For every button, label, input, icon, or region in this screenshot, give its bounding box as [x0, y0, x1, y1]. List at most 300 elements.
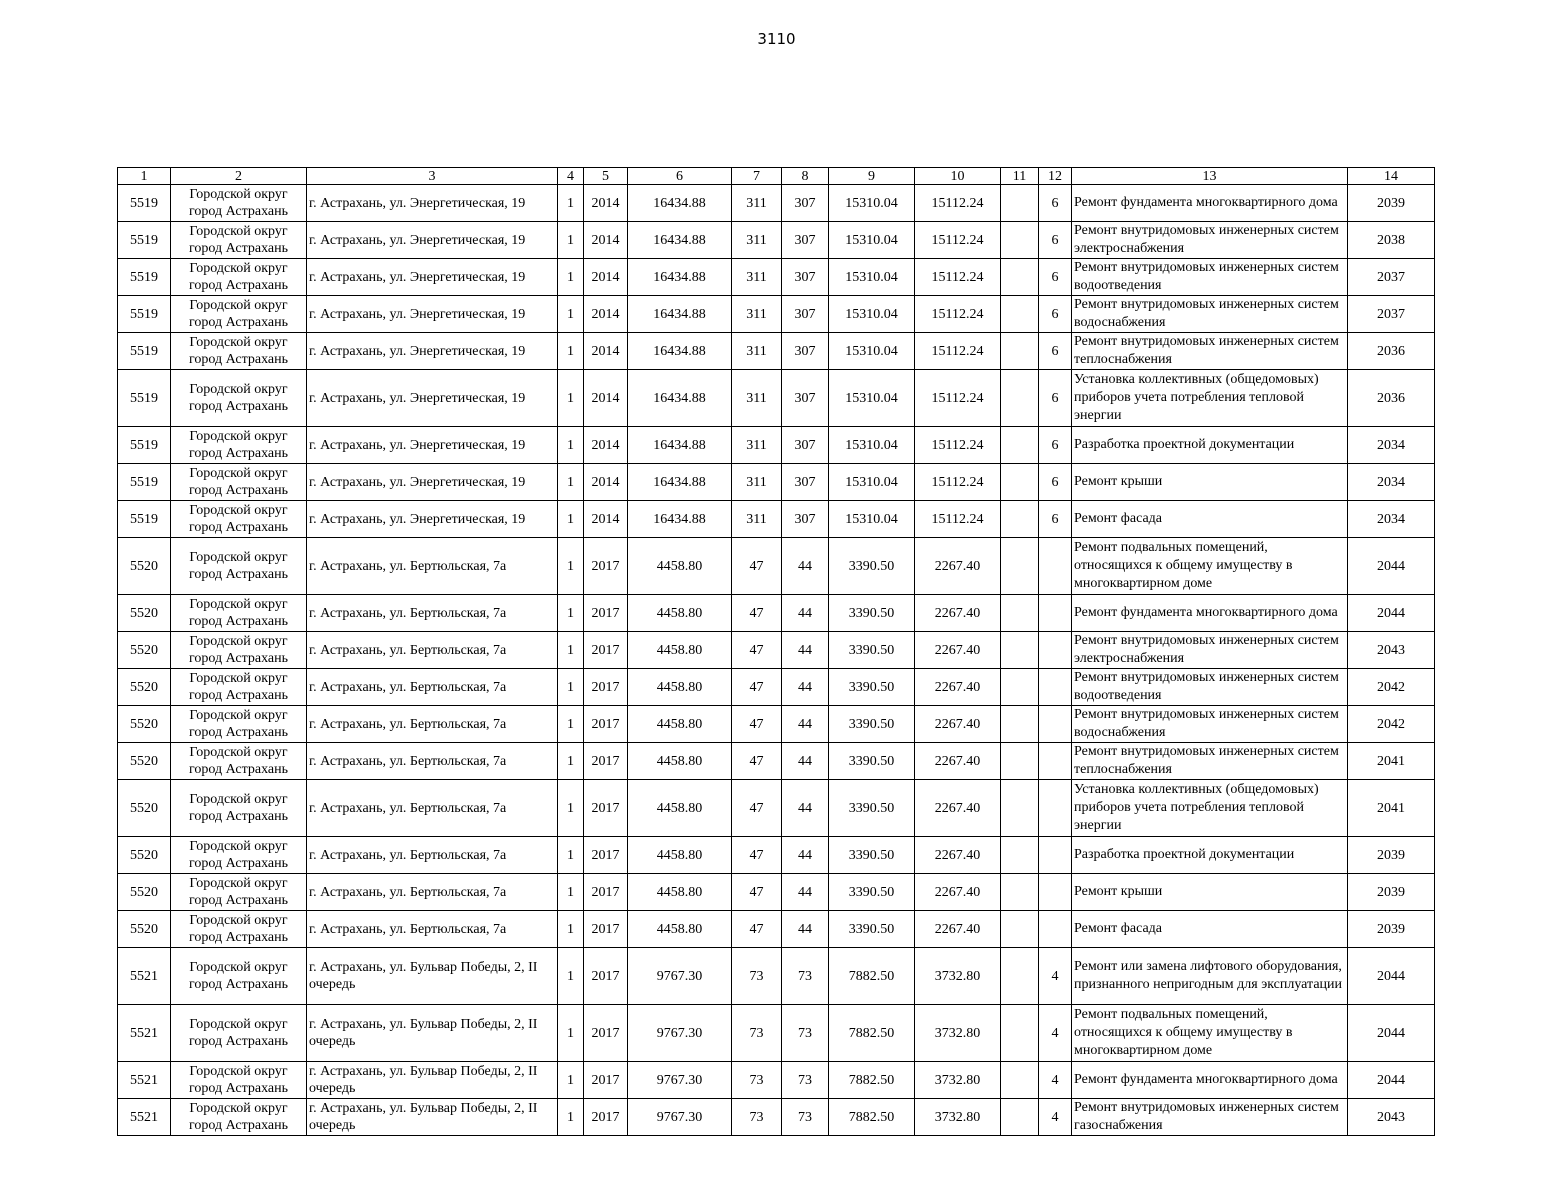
- col-7-cell: 73: [732, 1062, 782, 1099]
- col-8-cell: 44: [782, 595, 829, 632]
- total-area-cell: 4458.80: [628, 743, 732, 780]
- col-10-cell: 15112.24: [915, 333, 1001, 370]
- total-area-cell: 9767.30: [628, 1062, 732, 1099]
- col-8-cell: 44: [782, 911, 829, 948]
- total-area-cell: 16434.88: [628, 296, 732, 333]
- row-number-cell: 5519: [118, 222, 171, 259]
- column-number-row: [118, 168, 1435, 185]
- col-11-cell: [1001, 837, 1039, 874]
- col-4-cell: 1: [558, 501, 584, 538]
- col-9-cell: 7882.50: [829, 1062, 915, 1099]
- year-cell: 2017: [584, 948, 628, 1005]
- total-area-cell: 9767.30: [628, 1099, 732, 1136]
- col-11-cell: [1001, 464, 1039, 501]
- col-4-cell: 1: [558, 538, 584, 595]
- col-10-cell: 15112.24: [915, 185, 1001, 222]
- work-type-cell: Ремонт фундамента многоквартирного дома: [1072, 595, 1348, 632]
- col-11-cell: [1001, 948, 1039, 1005]
- col-7-cell: 47: [732, 837, 782, 874]
- col-8-cell: 44: [782, 706, 829, 743]
- col-9-cell: 7882.50: [829, 1005, 915, 1062]
- col-10-cell: 2267.40: [915, 874, 1001, 911]
- table-row: [118, 185, 1435, 222]
- address-cell: г. Астрахань, ул. Бертюльская, 7а: [307, 595, 558, 632]
- work-type-cell: Ремонт внутридомовых инженерных систем теплоснабжения: [1072, 333, 1348, 370]
- municipality-cell: Городской округ город Астрахань: [171, 427, 307, 464]
- col-7-cell: 47: [732, 743, 782, 780]
- col-12-cell: 4: [1039, 1099, 1072, 1136]
- address-cell: г. Астрахань, ул. Энергетическая, 19: [307, 185, 558, 222]
- planned-year-cell: 2039: [1348, 185, 1435, 222]
- total-area-cell: 16434.88: [628, 333, 732, 370]
- col-4-cell: 1: [558, 911, 584, 948]
- col-10-cell: 15112.24: [915, 222, 1001, 259]
- table-row: [118, 837, 1435, 874]
- table-row: [118, 669, 1435, 706]
- municipality-cell: Городской округ город Астрахань: [171, 1005, 307, 1062]
- col-10-cell: 3732.80: [915, 1005, 1001, 1062]
- planned-year-cell: 2042: [1348, 706, 1435, 743]
- col-7-cell: 47: [732, 538, 782, 595]
- work-type-cell: Ремонт внутридомовых инженерных систем электроснабжения: [1072, 632, 1348, 669]
- column-header: 7: [732, 168, 782, 185]
- column-header: 6: [628, 168, 732, 185]
- col-4-cell: 1: [558, 706, 584, 743]
- column-header: 1: [118, 168, 171, 185]
- col-4-cell: 1: [558, 185, 584, 222]
- column-header: 5: [584, 168, 628, 185]
- address-cell: г. Астрахань, ул. Бульвар Победы, 2, II очередь: [307, 1005, 558, 1062]
- row-number-cell: 5520: [118, 743, 171, 780]
- col-12-cell: [1039, 538, 1072, 595]
- col-12-cell: 6: [1039, 370, 1072, 427]
- col-12-cell: [1039, 743, 1072, 780]
- row-number-cell: 5519: [118, 259, 171, 296]
- col-7-cell: 311: [732, 185, 782, 222]
- year-cell: 2017: [584, 1062, 628, 1099]
- col-8-cell: 73: [782, 1062, 829, 1099]
- col-8-cell: 307: [782, 222, 829, 259]
- row-number-cell: 5519: [118, 333, 171, 370]
- year-cell: 2017: [584, 538, 628, 595]
- table-row: [118, 1099, 1435, 1136]
- row-number-cell: 5519: [118, 296, 171, 333]
- row-number-cell: 5520: [118, 780, 171, 837]
- row-number-cell: 5520: [118, 874, 171, 911]
- col-10-cell: 3732.80: [915, 1062, 1001, 1099]
- planned-year-cell: 2041: [1348, 780, 1435, 837]
- col-9-cell: 3390.50: [829, 837, 915, 874]
- total-area-cell: 4458.80: [628, 669, 732, 706]
- column-header: 10: [915, 168, 1001, 185]
- col-11-cell: [1001, 538, 1039, 595]
- year-cell: 2017: [584, 1099, 628, 1136]
- col-8-cell: 307: [782, 501, 829, 538]
- col-8-cell: 44: [782, 837, 829, 874]
- year-cell: 2014: [584, 185, 628, 222]
- planned-year-cell: 2044: [1348, 948, 1435, 1005]
- work-type-cell: Ремонт крыши: [1072, 464, 1348, 501]
- municipality-cell: Городской округ город Астрахань: [171, 837, 307, 874]
- row-number-cell: 5519: [118, 185, 171, 222]
- address-cell: г. Астрахань, ул. Бертюльская, 7а: [307, 743, 558, 780]
- table-row: [118, 743, 1435, 780]
- table-row: [118, 1062, 1435, 1099]
- municipality-cell: Городской округ город Астрахань: [171, 669, 307, 706]
- col-7-cell: 311: [732, 464, 782, 501]
- col-10-cell: 2267.40: [915, 780, 1001, 837]
- col-12-cell: [1039, 669, 1072, 706]
- address-cell: г. Астрахань, ул. Бертюльская, 7а: [307, 632, 558, 669]
- col-10-cell: 2267.40: [915, 538, 1001, 595]
- col-4-cell: 1: [558, 1005, 584, 1062]
- col-12-cell: 6: [1039, 464, 1072, 501]
- column-header: 4: [558, 168, 584, 185]
- row-number-cell: 5520: [118, 538, 171, 595]
- col-8-cell: 73: [782, 1005, 829, 1062]
- municipality-cell: Городской округ город Астрахань: [171, 911, 307, 948]
- total-area-cell: 4458.80: [628, 874, 732, 911]
- planned-year-cell: 2034: [1348, 501, 1435, 538]
- col-9-cell: 3390.50: [829, 780, 915, 837]
- col-7-cell: 311: [732, 370, 782, 427]
- col-7-cell: 73: [732, 1099, 782, 1136]
- planned-year-cell: 2044: [1348, 1062, 1435, 1099]
- column-header: 13: [1072, 168, 1348, 185]
- address-cell: г. Астрахань, ул. Энергетическая, 19: [307, 427, 558, 464]
- address-cell: г. Астрахань, ул. Энергетическая, 19: [307, 296, 558, 333]
- address-cell: г. Астрахань, ул. Бертюльская, 7а: [307, 669, 558, 706]
- table-row: [118, 259, 1435, 296]
- municipality-cell: Городской округ город Астрахань: [171, 259, 307, 296]
- row-number-cell: 5520: [118, 632, 171, 669]
- col-11-cell: [1001, 427, 1039, 464]
- address-cell: г. Астрахань, ул. Энергетическая, 19: [307, 333, 558, 370]
- total-area-cell: 16434.88: [628, 259, 732, 296]
- municipality-cell: Городской округ город Астрахань: [171, 296, 307, 333]
- table-row: [118, 370, 1435, 427]
- municipality-cell: Городской округ город Астрахань: [171, 595, 307, 632]
- col-10-cell: 2267.40: [915, 595, 1001, 632]
- col-7-cell: 311: [732, 333, 782, 370]
- col-8-cell: 307: [782, 185, 829, 222]
- year-cell: 2014: [584, 464, 628, 501]
- col-10-cell: 2267.40: [915, 669, 1001, 706]
- table-row: [118, 222, 1435, 259]
- col-9-cell: 15310.04: [829, 259, 915, 296]
- col-9-cell: 15310.04: [829, 370, 915, 427]
- row-number-cell: 5519: [118, 370, 171, 427]
- col-8-cell: 44: [782, 780, 829, 837]
- year-cell: 2017: [584, 780, 628, 837]
- col-12-cell: [1039, 706, 1072, 743]
- col-7-cell: 311: [732, 296, 782, 333]
- address-cell: г. Астрахань, ул. Бертюльская, 7а: [307, 874, 558, 911]
- col-11-cell: [1001, 1062, 1039, 1099]
- municipality-cell: Городской округ город Астрахань: [171, 333, 307, 370]
- col-7-cell: 47: [732, 706, 782, 743]
- municipality-cell: Городской округ город Астрахань: [171, 706, 307, 743]
- col-7-cell: 311: [732, 427, 782, 464]
- total-area-cell: 4458.80: [628, 595, 732, 632]
- table-row: [118, 911, 1435, 948]
- year-cell: 2017: [584, 1005, 628, 1062]
- table-row: [118, 538, 1435, 595]
- col-10-cell: 2267.40: [915, 706, 1001, 743]
- column-header: 3: [307, 168, 558, 185]
- planned-year-cell: 2038: [1348, 222, 1435, 259]
- col-9-cell: 3390.50: [829, 632, 915, 669]
- year-cell: 2014: [584, 222, 628, 259]
- col-4-cell: 1: [558, 370, 584, 427]
- col-11-cell: [1001, 874, 1039, 911]
- work-type-cell: Разработка проектной документации: [1072, 427, 1348, 464]
- address-cell: г. Астрахань, ул. Бертюльская, 7а: [307, 837, 558, 874]
- col-10-cell: 2267.40: [915, 743, 1001, 780]
- col-9-cell: 7882.50: [829, 1099, 915, 1136]
- col-11-cell: [1001, 669, 1039, 706]
- col-9-cell: 15310.04: [829, 333, 915, 370]
- table-row: [118, 874, 1435, 911]
- address-cell: г. Астрахань, ул. Бульвар Победы, 2, II очередь: [307, 1099, 558, 1136]
- total-area-cell: 16434.88: [628, 370, 732, 427]
- col-11-cell: [1001, 632, 1039, 669]
- municipality-cell: Городской округ город Астрахань: [171, 780, 307, 837]
- col-4-cell: 1: [558, 333, 584, 370]
- col-12-cell: 4: [1039, 948, 1072, 1005]
- address-cell: г. Астрахань, ул. Бульвар Победы, 2, II очередь: [307, 1062, 558, 1099]
- row-number-cell: 5519: [118, 501, 171, 538]
- address-cell: г. Астрахань, ул. Энергетическая, 19: [307, 222, 558, 259]
- work-type-cell: Ремонт фасада: [1072, 501, 1348, 538]
- table-row: [118, 632, 1435, 669]
- row-number-cell: 5519: [118, 427, 171, 464]
- col-12-cell: 6: [1039, 427, 1072, 464]
- col-11-cell: [1001, 706, 1039, 743]
- col-7-cell: 311: [732, 501, 782, 538]
- col-7-cell: 311: [732, 222, 782, 259]
- work-type-cell: Установка коллективных (общедомовых) приборов учета потребления тепловой энергии: [1072, 370, 1348, 427]
- col-8-cell: 44: [782, 874, 829, 911]
- col-4-cell: 1: [558, 464, 584, 501]
- planned-year-cell: 2039: [1348, 911, 1435, 948]
- address-cell: г. Астрахань, ул. Энергетическая, 19: [307, 259, 558, 296]
- col-8-cell: 44: [782, 669, 829, 706]
- col-12-cell: [1039, 837, 1072, 874]
- municipality-cell: Городской округ город Астрахань: [171, 538, 307, 595]
- col-9-cell: 3390.50: [829, 706, 915, 743]
- col-7-cell: 73: [732, 948, 782, 1005]
- row-number-cell: 5521: [118, 1099, 171, 1136]
- year-cell: 2017: [584, 632, 628, 669]
- col-9-cell: 15310.04: [829, 501, 915, 538]
- planned-year-cell: 2042: [1348, 669, 1435, 706]
- address-cell: г. Астрахань, ул. Бульвар Победы, 2, II очередь: [307, 948, 558, 1005]
- col-11-cell: [1001, 780, 1039, 837]
- col-11-cell: [1001, 333, 1039, 370]
- planned-year-cell: 2041: [1348, 743, 1435, 780]
- col-4-cell: 1: [558, 780, 584, 837]
- col-8-cell: 44: [782, 743, 829, 780]
- col-12-cell: [1039, 911, 1072, 948]
- col-11-cell: [1001, 1099, 1039, 1136]
- col-8-cell: 307: [782, 370, 829, 427]
- col-4-cell: 1: [558, 669, 584, 706]
- col-4-cell: 1: [558, 1062, 584, 1099]
- table-row: [118, 501, 1435, 538]
- table-row: [118, 1005, 1435, 1062]
- work-type-cell: Ремонт внутридомовых инженерных систем теплоснабжения: [1072, 743, 1348, 780]
- planned-year-cell: 2039: [1348, 874, 1435, 911]
- municipality-cell: Городской округ город Астрахань: [171, 222, 307, 259]
- total-area-cell: 16434.88: [628, 222, 732, 259]
- col-10-cell: 15112.24: [915, 296, 1001, 333]
- col-9-cell: 15310.04: [829, 185, 915, 222]
- total-area-cell: 16434.88: [628, 464, 732, 501]
- table-row: [118, 948, 1435, 1005]
- col-4-cell: 1: [558, 874, 584, 911]
- col-8-cell: 307: [782, 333, 829, 370]
- col-9-cell: 15310.04: [829, 427, 915, 464]
- col-9-cell: 7882.50: [829, 948, 915, 1005]
- col-4-cell: 1: [558, 222, 584, 259]
- col-4-cell: 1: [558, 948, 584, 1005]
- col-10-cell: 2267.40: [915, 632, 1001, 669]
- total-area-cell: 4458.80: [628, 632, 732, 669]
- col-9-cell: 3390.50: [829, 743, 915, 780]
- work-type-cell: Ремонт внутридомовых инженерных систем водоотведения: [1072, 259, 1348, 296]
- col-9-cell: 3390.50: [829, 669, 915, 706]
- planned-year-cell: 2036: [1348, 333, 1435, 370]
- col-7-cell: 47: [732, 595, 782, 632]
- col-11-cell: [1001, 296, 1039, 333]
- col-9-cell: 15310.04: [829, 222, 915, 259]
- year-cell: 2017: [584, 669, 628, 706]
- work-type-cell: Ремонт фундамента многоквартирного дома: [1072, 185, 1348, 222]
- column-header: 11: [1001, 168, 1039, 185]
- municipality-cell: Городской округ город Астрахань: [171, 370, 307, 427]
- col-12-cell: 4: [1039, 1062, 1072, 1099]
- column-header: 9: [829, 168, 915, 185]
- work-type-cell: Ремонт внутридомовых инженерных систем водоснабжения: [1072, 706, 1348, 743]
- table-row: [118, 427, 1435, 464]
- year-cell: 2017: [584, 743, 628, 780]
- work-type-cell: Ремонт подвальных помещений, относящихся к общему имуществу в многоквартирном доме: [1072, 1005, 1348, 1062]
- col-8-cell: 307: [782, 427, 829, 464]
- row-number-cell: 5521: [118, 948, 171, 1005]
- table-row: [118, 706, 1435, 743]
- total-area-cell: 16434.88: [628, 501, 732, 538]
- row-number-cell: 5520: [118, 595, 171, 632]
- work-type-cell: Ремонт внутридомовых инженерных систем газоснабжения: [1072, 1099, 1348, 1136]
- work-type-cell: Установка коллективных (общедомовых) приборов учета потребления тепловой энергии: [1072, 780, 1348, 837]
- col-4-cell: 1: [558, 427, 584, 464]
- col-8-cell: 307: [782, 296, 829, 333]
- col-9-cell: 15310.04: [829, 296, 915, 333]
- work-type-cell: Ремонт или замена лифтового оборудования, признанного непригодным для эксплуатации: [1072, 948, 1348, 1005]
- municipality-cell: Городской округ город Астрахань: [171, 743, 307, 780]
- col-8-cell: 73: [782, 948, 829, 1005]
- municipality-cell: Городской округ город Астрахань: [171, 632, 307, 669]
- address-cell: г. Астрахань, ул. Бертюльская, 7а: [307, 911, 558, 948]
- municipality-cell: Городской округ город Астрахань: [171, 948, 307, 1005]
- col-7-cell: 73: [732, 1005, 782, 1062]
- col-10-cell: 15112.24: [915, 501, 1001, 538]
- planned-year-cell: 2039: [1348, 837, 1435, 874]
- planned-year-cell: 2044: [1348, 595, 1435, 632]
- planned-year-cell: 2034: [1348, 464, 1435, 501]
- municipality-cell: Городской округ город Астрахань: [171, 185, 307, 222]
- col-10-cell: 15112.24: [915, 370, 1001, 427]
- row-number-cell: 5519: [118, 464, 171, 501]
- total-area-cell: 4458.80: [628, 911, 732, 948]
- planned-year-cell: 2044: [1348, 1005, 1435, 1062]
- municipality-cell: Городской округ город Астрахань: [171, 874, 307, 911]
- col-7-cell: 47: [732, 911, 782, 948]
- col-10-cell: 15112.24: [915, 464, 1001, 501]
- year-cell: 2017: [584, 911, 628, 948]
- year-cell: 2014: [584, 427, 628, 464]
- column-header: 14: [1348, 168, 1435, 185]
- address-cell: г. Астрахань, ул. Энергетическая, 19: [307, 501, 558, 538]
- col-11-cell: [1001, 222, 1039, 259]
- col-10-cell: 3732.80: [915, 1099, 1001, 1136]
- column-header: 2: [171, 168, 307, 185]
- table-row: [118, 333, 1435, 370]
- table-row: [118, 296, 1435, 333]
- total-area-cell: 9767.30: [628, 948, 732, 1005]
- year-cell: 2014: [584, 501, 628, 538]
- col-4-cell: 1: [558, 259, 584, 296]
- col-11-cell: [1001, 370, 1039, 427]
- row-number-cell: 5520: [118, 911, 171, 948]
- planned-year-cell: 2037: [1348, 296, 1435, 333]
- column-header: 12: [1039, 168, 1072, 185]
- total-area-cell: 4458.80: [628, 706, 732, 743]
- col-12-cell: 6: [1039, 333, 1072, 370]
- total-area-cell: 4458.80: [628, 780, 732, 837]
- work-type-cell: Разработка проектной документации: [1072, 837, 1348, 874]
- col-9-cell: 3390.50: [829, 538, 915, 595]
- col-11-cell: [1001, 259, 1039, 296]
- total-area-cell: 4458.80: [628, 837, 732, 874]
- work-type-cell: Ремонт подвальных помещений, относящихся к общему имуществу в многоквартирном доме: [1072, 538, 1348, 595]
- year-cell: 2014: [584, 296, 628, 333]
- col-4-cell: 1: [558, 632, 584, 669]
- col-7-cell: 47: [732, 669, 782, 706]
- col-10-cell: 15112.24: [915, 427, 1001, 464]
- planned-year-cell: 2044: [1348, 538, 1435, 595]
- row-number-cell: 5521: [118, 1005, 171, 1062]
- work-type-cell: Ремонт фундамента многоквартирного дома: [1072, 1062, 1348, 1099]
- col-10-cell: 2267.40: [915, 911, 1001, 948]
- col-10-cell: 15112.24: [915, 259, 1001, 296]
- municipality-cell: Городской округ город Астрахань: [171, 1099, 307, 1136]
- col-11-cell: [1001, 1005, 1039, 1062]
- col-7-cell: 311: [732, 259, 782, 296]
- col-8-cell: 307: [782, 464, 829, 501]
- year-cell: 2017: [584, 837, 628, 874]
- col-11-cell: [1001, 595, 1039, 632]
- municipality-cell: Городской округ город Астрахань: [171, 464, 307, 501]
- col-8-cell: 73: [782, 1099, 829, 1136]
- col-10-cell: 2267.40: [915, 837, 1001, 874]
- address-cell: г. Астрахань, ул. Энергетическая, 19: [307, 464, 558, 501]
- column-header: 8: [782, 168, 829, 185]
- year-cell: 2017: [584, 595, 628, 632]
- col-4-cell: 1: [558, 837, 584, 874]
- col-12-cell: 6: [1039, 296, 1072, 333]
